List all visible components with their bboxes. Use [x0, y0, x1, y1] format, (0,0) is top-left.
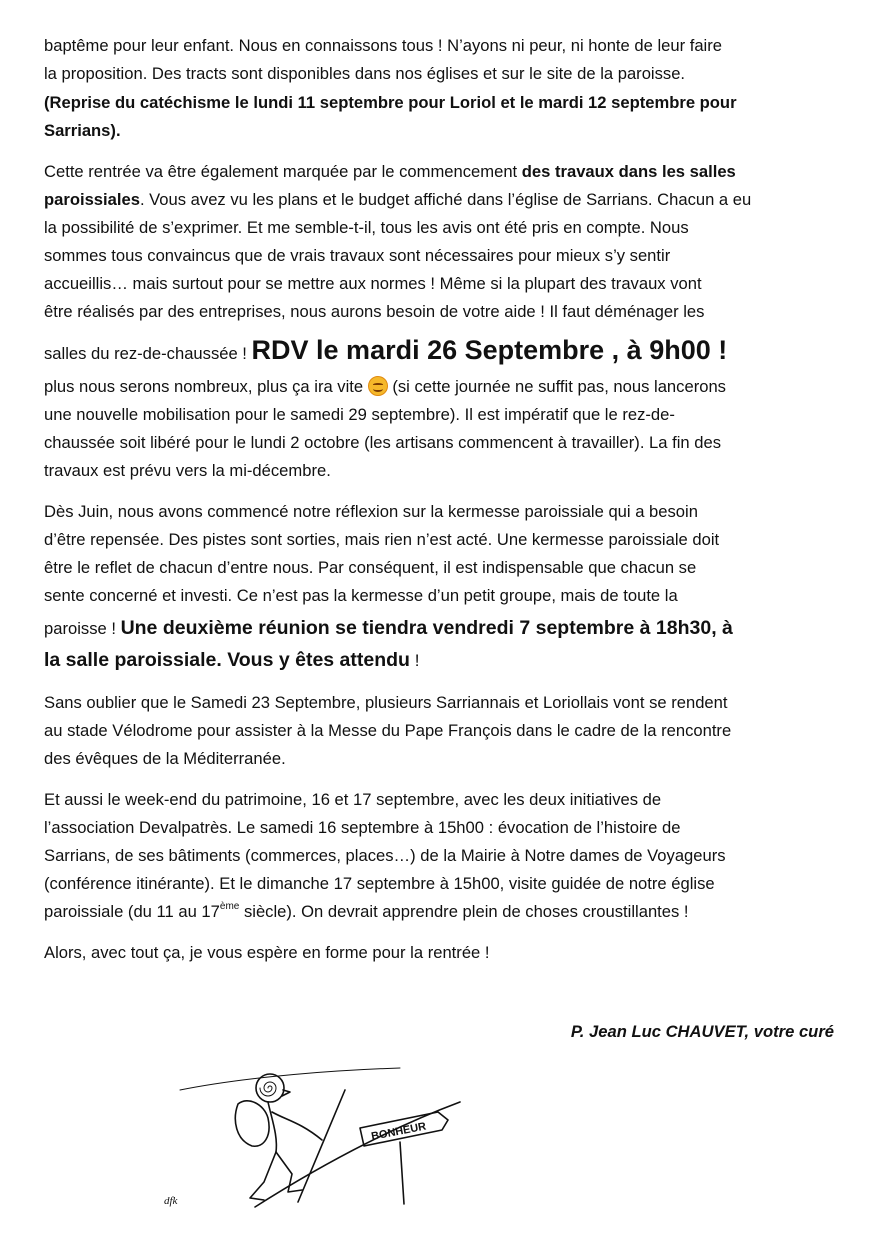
- text-line: [44, 648, 419, 673]
- catechism-notice: Sarrians).: [44, 121, 121, 140]
- text-line: sente concerné et investi. Ce n’est pas la kermesse d’un petit groupe, mais de toute la: [44, 586, 678, 605]
- text-line: [44, 162, 736, 182]
- text-line: sommes tous convaincus que de vrais travaux sont nécessaires pour mieux s’y sentir: [44, 246, 671, 265]
- text-span: (si cette journée ne suffit pas, nous lancerons: [387, 377, 726, 396]
- works-highlight: paroissiales: [44, 190, 140, 209]
- text-line: être le reflet de chacun d’entre nous. Par conséquent, il est indispensable que chacun se: [44, 558, 697, 577]
- text-line: la possibilité de s’exprimer. Et me semble-t-il, tous les avis ont été pris en compte. Nous: [44, 218, 689, 237]
- meeting-announcement: la salle paroissiale. Vous y êtes attendu: [44, 649, 410, 671]
- text-line: être réalisés par des entreprises, nous aurons besoin de votre aide ! Il faut déménager les: [44, 302, 705, 321]
- text-span: Cette rentrée va être également marquée par le commencement: [44, 162, 522, 181]
- text-line: Dès Juin, nous avons commencé notre réflexion sur la kermesse paroissiale qui a besoin: [44, 502, 698, 521]
- text-span: paroissiale (du 11 au 17: [44, 902, 220, 921]
- text-line: Sarrians, de ses bâtiments (commerces, places…) de la Mairie à Notre dames de Voyageurs: [44, 846, 726, 865]
- text-line: baptême pour leur enfant. Nous en connaissons tous ! N’ayons ni peur, ni honte de leur faire: [44, 36, 723, 55]
- works-highlight: des travaux dans les salles: [521, 162, 736, 181]
- text-line: [44, 376, 726, 397]
- superscript: ème: [219, 901, 240, 913]
- text-line: Et aussi le week-end du patrimoine, 16 et 17 septembre, avec les deux initiatives de: [44, 790, 662, 809]
- sky-line: [180, 1068, 400, 1090]
- text-span: salles du rez-de-chaussée !: [44, 344, 252, 363]
- text-line: Alors, avec tout ça, je vous espère en forme pour la rentrée !: [44, 943, 490, 962]
- text-line: la proposition. Des tracts sont disponibles dans nos églises et sur le site de la paroisse.: [44, 64, 686, 83]
- signpost-label: BONHEUR: [370, 1120, 428, 1143]
- catechism-notice: (Reprise du catéchisme le lundi 11 septembre pour Loriol et le mardi 12 septembre pour: [44, 93, 737, 112]
- head-spiral: [260, 1082, 276, 1096]
- arm: [272, 1112, 322, 1140]
- text-line: l’association Devalpatrès. Le samedi 16 septembre à 15h00 : évocation de l’histoire de: [44, 818, 681, 837]
- signature: P. Jean Luc CHAUVET, votre curé: [570, 1022, 834, 1041]
- rdv-announcement: RDV le mardi 26 Septembre , à 9h00 !: [251, 335, 728, 365]
- text-line: [44, 334, 727, 370]
- text-line: travaux est prévu vers la mi-décembre.: [44, 461, 331, 480]
- backpack: [235, 1101, 269, 1146]
- walking-stick: [298, 1090, 345, 1202]
- text-span: . Vous avez vu les plans et le budget affiché dans l’église de Sarrians. Chacun a eu: [139, 190, 752, 209]
- text-line: (conférence itinérante). Et le dimanche 17 septembre à 15h00, visite guidée de notre église: [44, 874, 715, 893]
- signpost-pole: [400, 1142, 404, 1204]
- text-line: des évêques de la Méditerranée.: [44, 749, 286, 768]
- text-line: [44, 190, 751, 210]
- smiling-face-icon: [368, 376, 388, 396]
- text-line: chaussée soit libéré pour le lundi 2 octobre (les artisans commencent à travailler). La fin des: [44, 433, 721, 452]
- text-span: siècle). On devrait apprendre plein de choses croustillantes !: [239, 902, 689, 921]
- text-line: Sans oublier que le Samedi 23 Septembre, plusieurs Sarriannais et Loriollais vont se rendent: [44, 693, 728, 712]
- text-line: [44, 616, 733, 641]
- text-span: paroisse !: [44, 619, 121, 638]
- text-line: au stade Vélodrome pour assister à la Messe du Pape François dans le cadre de la rencontre: [44, 721, 732, 740]
- leg-front: [276, 1152, 302, 1192]
- artist-initials: dfk: [164, 1195, 178, 1207]
- meeting-announcement: Une deuxième réunion se tiendra vendredi 7 septembre à 18h30, à: [120, 617, 733, 639]
- text-span: plus nous serons nombreux, plus ça ira vite: [44, 377, 368, 396]
- text-line: accueillis… mais surtout pour se mettre aux normes ! Même si la plupart des travaux vont: [44, 274, 702, 293]
- text-span: !: [409, 651, 420, 670]
- text-line: une nouvelle mobilisation pour le samedi 29 septembre). Il est impératif que le rez-de-: [44, 405, 675, 424]
- text-line: [44, 902, 689, 922]
- text-line: d’être repensée. Des pistes sont sorties, mais rien n’est acté. Une kermesse paroissiale doit: [44, 530, 720, 549]
- hiker-illustration: [160, 1062, 470, 1222]
- leg-back: [250, 1152, 276, 1200]
